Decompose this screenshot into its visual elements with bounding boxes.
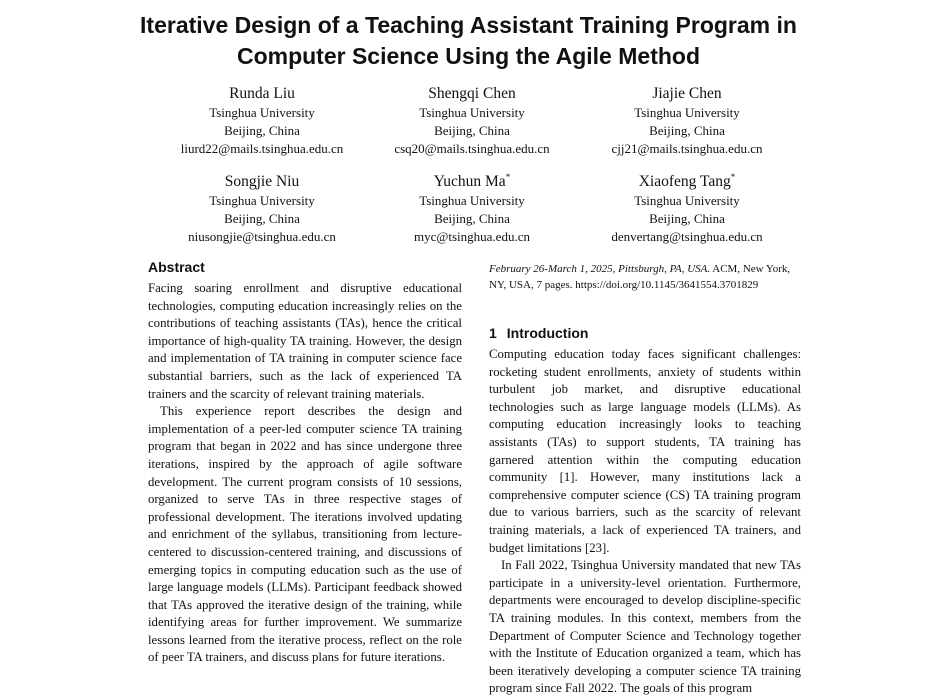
author-name: Jiajie Chen — [652, 85, 722, 102]
author-affiliation: Tsinghua University — [209, 105, 315, 120]
introduction-heading — [489, 324, 801, 342]
author-affiliation: Tsinghua University — [419, 193, 525, 208]
acm-reference-note — [489, 262, 801, 293]
author-affiliation: Tsinghua University — [209, 193, 315, 208]
author-location: Beijing, China — [649, 211, 725, 226]
reference-text: ACM, New York, NY, USA, 7 pages. https://doi.org/10.1145/3641554.3701829 — [489, 263, 791, 291]
author-location: Beijing, China — [434, 211, 510, 226]
paper-title-line-2: Computer Science Using the Agile Method — [236, 43, 701, 69]
author-block — [557, 84, 817, 158]
author-location: Beijing, China — [224, 123, 300, 138]
author-affiliation: Tsinghua University — [634, 105, 740, 120]
author-name: Runda Liu — [229, 85, 295, 102]
introduction-paragraph: In Fall 2022, Tsinghua University mandated that new TAs participate in a university-level orientation. Furthermore, departments were encouraged to develop discipline-specific TA training modules. In this context, members from the Department of Computer Science and Technology together with the Institute of Education organized a team, which has been iteratively developing a computer science TA training program since Fall 2022. The goals of this program — [489, 558, 801, 696]
abstract-paragraph: Facing soaring enrollment and disruptive educational technologies, computing education increasingly relies on the contributions of teaching assistants (TAs), hence the critical importance of high-quality TA training. However, the design and implementation of TA training in computer science face substantial barriers, such as the lack of experienced TA trainers and the scarcity of relevant training materials. — [148, 281, 462, 401]
author-affiliation: Tsinghua University — [634, 193, 740, 208]
author-email[interactable]: liurd22@mails.tsinghua.edu.cn — [180, 141, 344, 156]
author-location: Beijing, China — [649, 123, 725, 138]
paper-title-line-1: Iterative Design of a Teaching Assistant Training Program in — [140, 12, 797, 38]
author-name: Shengqi Chen — [428, 85, 516, 102]
abstract-heading: Abstract — [148, 259, 205, 275]
author-email[interactable]: niusongjie@tsinghua.edu.cn — [188, 229, 336, 244]
venue-text: February 26-March 1, 2025, Pittsburgh, PA, USA. — [489, 263, 711, 275]
paper-title — [0, 10, 937, 72]
section-title: Introduction — [506, 325, 589, 341]
author-block — [557, 172, 817, 246]
author-affiliation: Tsinghua University — [419, 105, 525, 120]
author-email[interactable]: myc@tsinghua.edu.cn — [414, 229, 530, 244]
abstract-section — [148, 258, 462, 667]
author-email[interactable]: cjj21@mails.tsinghua.edu.cn — [611, 141, 763, 156]
author-name: Xiaofeng Tang* — [638, 171, 736, 190]
author-email[interactable]: csq20@mails.tsinghua.edu.cn — [394, 141, 550, 156]
section-number: 1 — [489, 325, 497, 341]
author-name: Songjie Niu — [224, 173, 300, 190]
abstract-paragraph: This experience report describes the design and implementation of a peer-led computer science TA training program that began in 2022 and has since undergone three iterations, inspired by the approach of agile software development. The current program consists of 10 sessions, organized to serve TAs in three respective stages of professional development. The iterations involved updating and enrichment of the syllabus, transitioning from lecture-centered to discussion-centered training, and discussions of emerging topics in computing education such as the use of large language models (LLMs). Participant feedback showed that TAs approved the iterative design of the training, while identifying areas for further improvement. We summarize lessons learned from the iterative process, reflect on the role of peer TA trainers, and discuss plans for future iterations. — [148, 404, 462, 665]
author-email[interactable]: denvertang@tsinghua.edu.cn — [611, 229, 763, 244]
introduction-paragraph: Computing education today faces significant challenges: rocketing student enrollments, anxiety of students within turbulent job market, and disruptive educational technologies such as large language models (LLMs). As computing education increasingly looks to teaching assistants (TAs) to support students, TA training has garnered attention within the computing education community [1]. However, many institutions lack a comprehensive computer science (CS) TA training program due to various barriers, such as the scarcity of relevant training materials, a lack of experienced TA trainers, and budget limitations [23]. — [489, 347, 801, 555]
author-name: Yuchun Ma* — [433, 171, 511, 190]
right-column — [489, 262, 801, 698]
author-location: Beijing, China — [224, 211, 300, 226]
author-location: Beijing, China — [434, 123, 510, 138]
